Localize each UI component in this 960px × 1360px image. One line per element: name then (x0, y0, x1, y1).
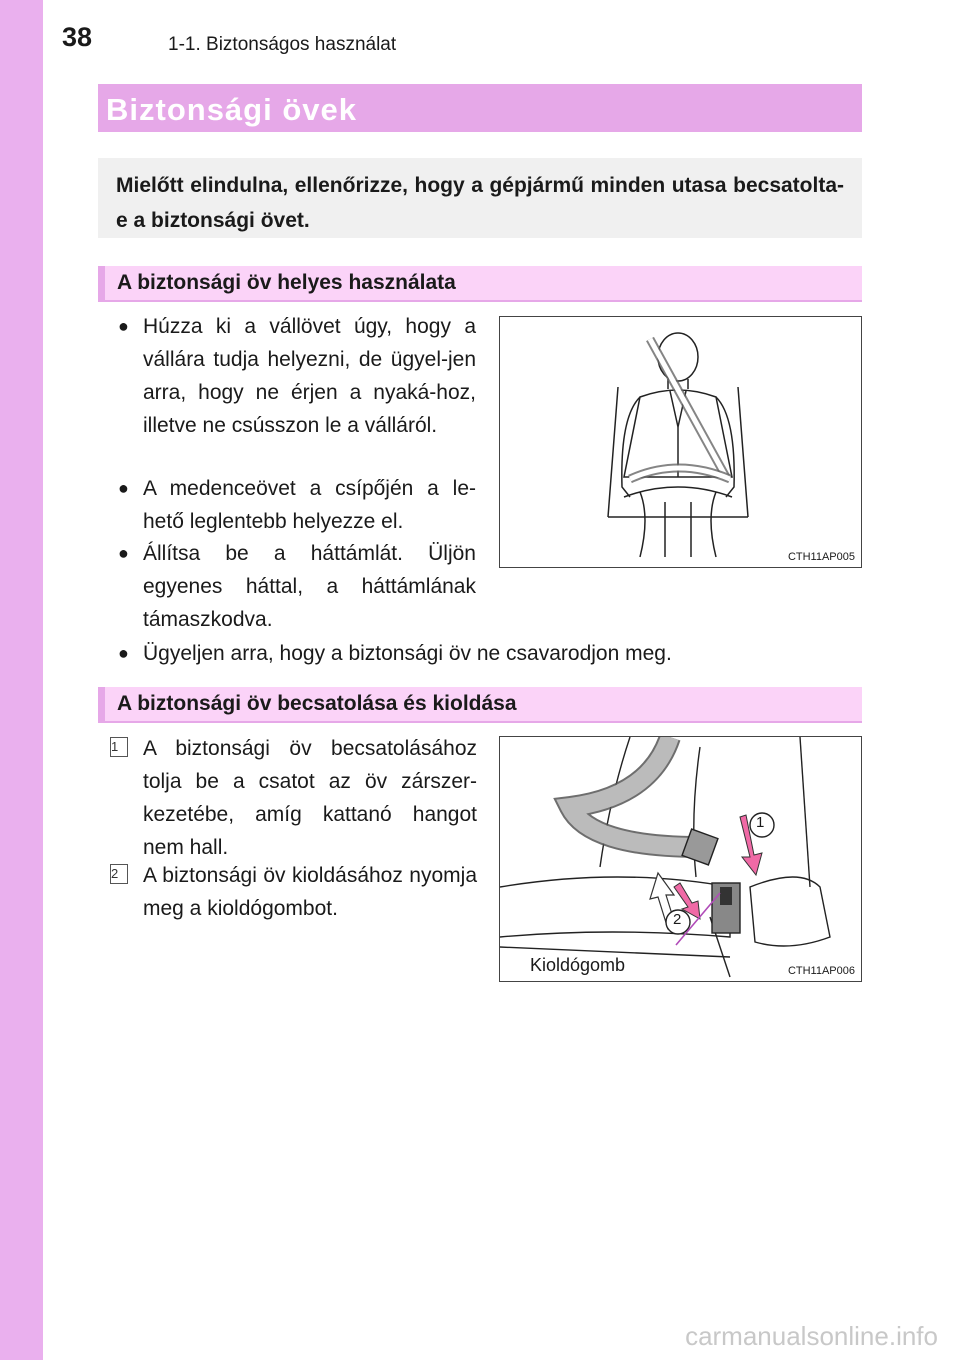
callout-2: 2 (673, 911, 682, 928)
figure-code: CTH11AP006 (787, 965, 855, 977)
bullet-icon: ● (118, 478, 129, 498)
step-number-badge: 2 (110, 864, 128, 884)
bullet-icon: ● (118, 643, 129, 663)
bullet-item: ● Húzza ki a vállövet úgy, hogy a vállára tudja helyezni, de ügyel-jen arra, hogy ne érjen a nyaká-hoz, illetve ne csússzon le a válláról. (143, 310, 476, 442)
bullet-item: ● A medenceövet a csípőjén a le-hető leglentebb helyezze el. (143, 472, 476, 538)
correct-use-heading: A biztonsági öv helyes használata (98, 266, 862, 302)
seated-person-illustration (500, 317, 860, 567)
figure-code: CTH11AP005 (787, 551, 855, 563)
chapter-title: 1-1. Biztonságos használat (168, 34, 397, 55)
page-number: 38 (62, 22, 93, 52)
buckle-figure (499, 736, 862, 982)
bullet-item: ● Ügyeljen arra, hogy a biztonsági öv ne csavarodjon meg. (143, 637, 862, 670)
callout-1: 1 (756, 814, 765, 831)
fasten-release-heading: A biztonsági öv becsatolása és kioldása (98, 687, 862, 723)
bullet-icon: ● (118, 543, 129, 563)
bullet-item: ● Állítsa be a háttámlát. Üljön egyenes háttal, a háttámlának támaszkodva. (143, 537, 476, 636)
release-button-label: Kioldógomb (530, 955, 626, 975)
bullet-icon: ● (118, 316, 129, 336)
left-margin-strip (0, 0, 43, 1360)
step-item: 2 A biztonsági öv kioldásához nyomja meg a kioldógombot. (111, 864, 477, 920)
step-number-badge: 1 (110, 737, 128, 757)
intro-box: Mielőtt elindulna, ellenőrizze, hogy a gépjármű minden utasa becsatolta-e a biztonsági övet. (98, 158, 862, 238)
buckle-illustration (500, 737, 860, 981)
seated-person-figure (499, 316, 862, 568)
step-item: 1 A biztonsági öv becsatolásához tolja be a csatot az öv zárszer-kezetébe, amíg kattanó hangot nem hall. (111, 737, 477, 859)
watermark: carmanualsonline.info (685, 1321, 938, 1351)
section-title: Biztonsági övek (98, 84, 862, 132)
